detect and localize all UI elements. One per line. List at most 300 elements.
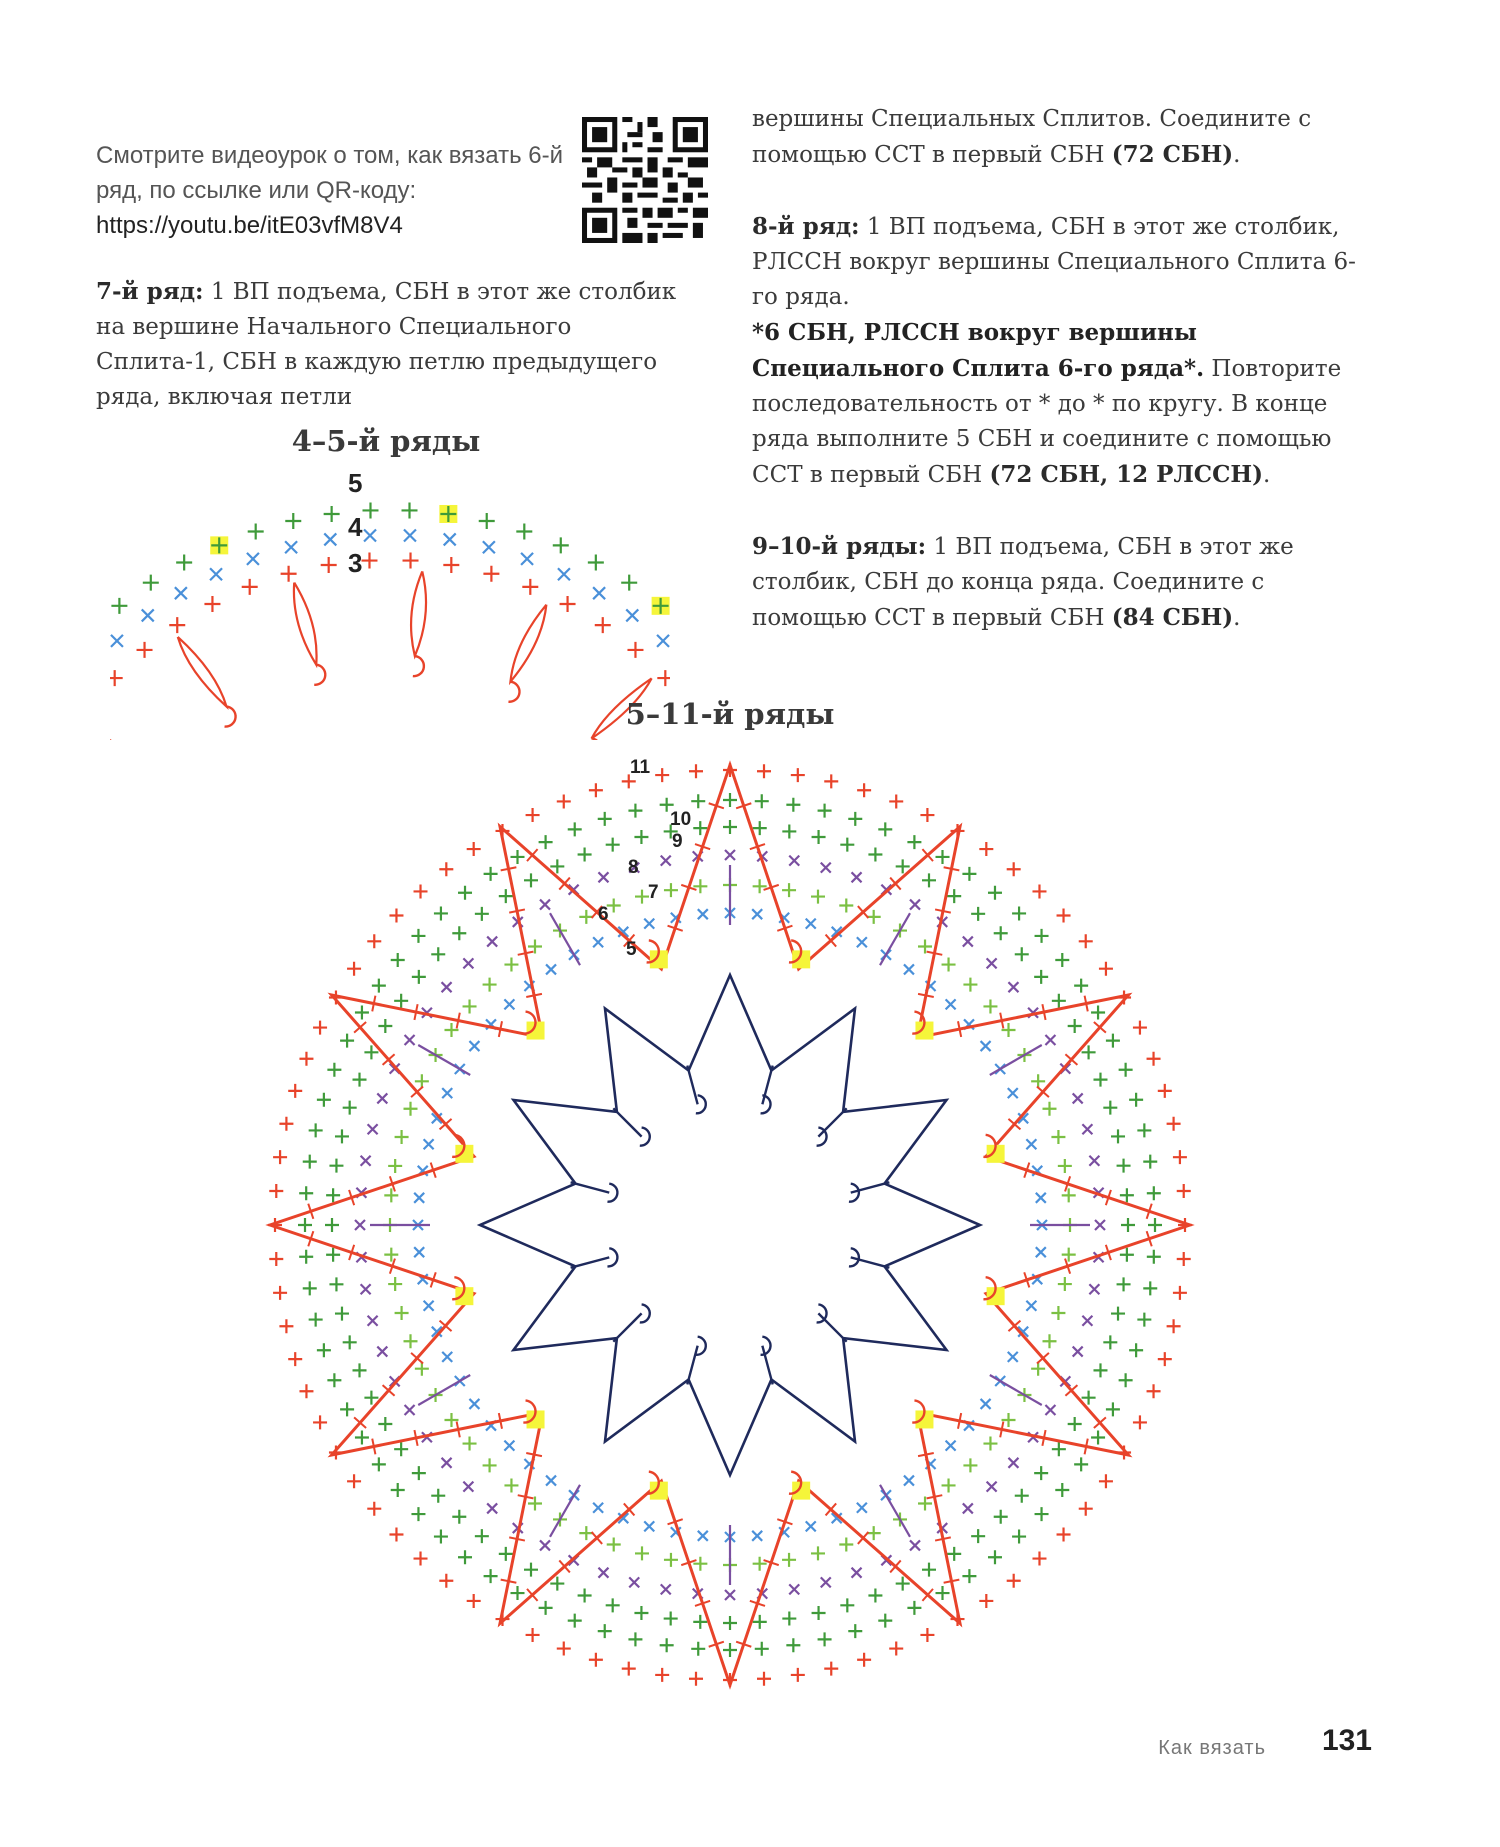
stitch-cross [111,635,123,647]
stitch-cross [368,1316,378,1326]
stitch-plus [1042,1102,1056,1116]
stitch-plus [499,889,513,903]
stitch-cross [1036,1193,1046,1203]
stitch-cross [1095,1220,1105,1230]
stitch-plus [309,1123,323,1137]
stitch-plus [1133,1415,1147,1429]
stitch-plus [557,794,571,808]
stitch-cross [963,1503,973,1513]
stitch-plus [1058,1277,1072,1291]
stitch-plus [504,1478,518,1492]
stitch-plus [415,1362,429,1376]
stitch-cross [1045,1405,1055,1415]
stitch-plus [757,764,771,778]
stitch-cross [463,1482,473,1492]
row9-10-end: . [1233,605,1241,631]
stitch-plus [1158,1352,1172,1366]
stitch-plus [1147,1250,1161,1264]
stitch-plus [378,1417,392,1431]
stitch-plus [579,910,593,924]
stitch-plus [1058,1159,1072,1173]
stitch-cross [821,1577,831,1587]
stitch-plus [660,1638,674,1652]
stitch-plus [622,1662,636,1676]
stitch-plus [313,1415,327,1429]
stitch-cross [364,529,376,541]
stitch-plus [962,1569,976,1583]
stitch-cross [487,937,497,947]
stitch-plus [355,1006,369,1020]
stitch-cross [1036,1247,1046,1257]
stitch-plus [1074,979,1088,993]
stitch-plus [635,1546,649,1560]
stitch-plus [568,822,582,836]
stitch-plus [327,1373,341,1387]
inner-splits [571,1066,890,1385]
stitch-plus [412,970,426,984]
inner-post [687,1066,697,1105]
stitch-cross [598,872,608,882]
stitch-plus [971,1529,985,1543]
chain-loop [314,665,325,685]
stitch-cross [377,1093,387,1103]
stitch-plus [285,513,301,529]
stitch-cross [442,1352,452,1362]
stitch-plus [812,1606,826,1620]
stitch-plus [269,1184,283,1198]
stitch-plus [384,1188,398,1202]
stitch-plus [378,1019,392,1033]
stitch-plus [628,804,642,818]
purple-spoke [550,913,580,965]
stitch-plus [1143,1281,1157,1295]
stitch-plus [299,1384,313,1398]
stitch-plus [279,1117,293,1131]
stitch-cross [593,587,605,599]
stitch-plus [361,553,377,569]
stitch-plus [994,926,1008,940]
stitch-plus [588,554,604,570]
stitch-plus [878,1614,892,1628]
stitch-plus [324,506,340,522]
stitch-plus [309,1313,323,1327]
split-stitch [110,728,157,740]
stitch-plus [347,1474,361,1488]
stitch-cross [598,1568,608,1578]
stitch-plus [1052,994,1066,1008]
stitch-cross [1008,1088,1018,1098]
stitch-plus [557,1642,571,1656]
stitch-plus [693,879,707,893]
stitch-plus [1034,1466,1048,1480]
stitch-plus [458,886,472,900]
stitch-cross [377,1347,387,1357]
stitch-plus [111,598,127,614]
stitch-plus [1051,1130,1065,1144]
stitch-plus [467,842,481,856]
stitch-plus [589,783,603,797]
stitch-plus [335,1307,349,1321]
stitch-cross [469,1041,479,1051]
stitch-plus [839,899,853,913]
stitch-plus [326,1188,340,1202]
stitch-plus [1093,1363,1107,1377]
row8-end: . [1263,462,1271,488]
stitch-plus [1111,1307,1125,1321]
small-row-label: 4 [348,512,363,542]
footer-section-label: Как вязать [1158,1737,1266,1759]
purple-spoke [880,913,910,965]
stitch-plus [273,1286,287,1300]
stitch-plus [753,821,767,835]
row7-count: (72 СБН) [1111,141,1234,168]
stitch-plus [812,830,826,844]
row9-10-label: 9–10-й ряды: [752,533,927,560]
stitch-plus [979,842,993,856]
stitch-plus [467,1594,481,1608]
stitch-cross [540,1540,550,1550]
stitch-plus [753,879,767,893]
stitch-plus [313,1021,327,1035]
stitch-plus [1103,1335,1117,1349]
stitch-plus [1129,1343,1143,1357]
stitch-plus [242,579,258,595]
video-url-link[interactable]: https://youtu.be/itE03vfM8V4 [96,212,403,239]
stitch-plus [516,524,532,540]
split-stitch [510,605,546,682]
stitch-plus [343,1101,357,1115]
stitch-plus [979,1594,993,1608]
stitch-cross [247,553,259,565]
large-row-label: 6 [598,904,609,925]
stitch-plus [1057,909,1071,923]
stitch-cross [404,529,416,541]
stitch-plus [404,1102,418,1116]
stitch-cross [806,919,816,929]
chain-loop [590,738,601,740]
stitch-plus [664,1612,678,1626]
stitch-cross [644,919,654,929]
stitch-plus [395,1130,409,1144]
stitch-plus [755,1642,769,1656]
row9-10-text: 1 ВП подъема, СБН в этот же столбик, СБН до конца ряда. Соедините с помощью ССТ в первый СБН [752,534,1294,631]
stitch-plus [452,1510,466,1524]
stitch-plus [689,764,703,778]
stitch-plus [317,1093,331,1107]
stitch-plus [920,808,934,822]
stitch-plus [1051,1306,1065,1320]
row7-continued-text: вершины Специальных Сплитов. Соедините с помощью ССТ в первый СБН [752,106,1312,168]
large-row-label: 10 [670,809,692,830]
stitch-cross [946,999,956,1009]
stitch-plus [439,1574,453,1588]
stitch-plus [942,1478,956,1492]
stitch-plus [753,1615,767,1629]
stitch-plus [353,1073,367,1087]
stitch-plus [367,934,381,948]
stitch-plus [273,1150,287,1164]
stitch-cross [324,533,336,545]
stitch-plus [840,1598,854,1612]
stitch-cross [442,982,452,992]
stitch-plus [1032,884,1046,898]
stitch-cross [904,964,914,974]
stitch-plus [1177,1184,1191,1198]
stitch-plus [463,1437,477,1451]
stitch-cross [1008,982,1018,992]
star-ticks [308,803,1151,1646]
stitch-cross [821,863,831,873]
stitch-plus [484,867,498,881]
stitch-plus [689,1672,703,1686]
stitch-plus [269,1252,283,1266]
large-row-label: 11 [630,757,651,778]
stitch-plus [1079,1502,1093,1516]
stitch-plus [299,1052,313,1066]
stitch-cross [521,553,533,565]
stitch-cross [1008,1458,1018,1468]
chart-large-diagram [250,755,1210,1695]
inner-post [571,1257,610,1267]
stitch-plus [1133,1021,1147,1035]
stitch-cross [483,541,495,553]
stitch-plus [1055,1483,1069,1497]
stitch-plus [753,1557,767,1571]
row8-repeat: *6 СБН, РЛССН вокруг вершины Специального Сплита 6-го ряда*. [752,319,1205,382]
stitch-plus [1099,962,1113,976]
large-ring-3 [355,850,1105,1600]
stitch-cross [981,1399,991,1409]
stitch-plus [1111,1129,1125,1143]
inner-post [613,1108,641,1136]
stitch-plus [723,1616,737,1630]
purple-spoke [880,1485,910,1537]
stitch-plus [971,907,985,921]
stitch-plus [560,596,576,612]
stitch-plus [755,794,769,808]
stitch-plus [367,1502,381,1516]
stitch-cross [963,937,973,947]
stitch-plus [1035,929,1049,943]
stitch-plus [782,824,796,838]
stitch-cross [910,900,920,910]
chain-loop [761,1337,771,1355]
stitch-plus [1034,970,1048,984]
qr-code-icon[interactable] [582,117,708,243]
stitch-plus [1177,1252,1191,1266]
stitch-plus [1007,1574,1021,1588]
row9-10-instruction [752,529,1372,636]
stitch-plus [403,553,419,569]
stitch-plus [693,1615,707,1629]
stitch-plus [1015,1489,1029,1503]
stitch-plus [1062,1248,1076,1262]
stitch-cross [424,1301,434,1311]
stitch-plus [288,1352,302,1366]
stitch-cross [175,587,187,599]
stitch-plus [839,1537,853,1551]
stitch-plus [539,835,553,849]
stitch-plus [524,873,538,887]
stitch-plus [412,1466,426,1480]
row8-label: 8-й ряд: [752,213,860,240]
stitch-plus [962,867,976,881]
stitch-plus [524,1563,538,1577]
stitch-plus [627,642,643,658]
stitch-plus [1167,1319,1181,1333]
stitch-plus [657,670,670,686]
stitch-plus [791,768,805,782]
stitch-cross [1073,1347,1083,1357]
large-ring-4 [383,878,1077,1572]
stitch-plus [483,566,499,582]
stitch-plus [878,822,892,836]
stitch-plus [568,1614,582,1628]
stitch-plus [936,850,950,864]
stitch-cross [405,1035,415,1045]
stitch-plus [848,812,862,826]
stitch-plus [1093,1073,1107,1087]
right-column [752,102,1372,672]
stitch-plus [606,838,620,852]
row9-10-count: (84 СБН) [1111,604,1234,631]
stitch-plus [1068,1019,1082,1033]
stitch-cross [540,900,550,910]
purple-spoke [418,1045,470,1075]
stitch-cross [405,1405,415,1415]
stitch-cross [1089,1284,1099,1294]
large-row-label: 9 [672,831,683,852]
stitch-plus [907,835,921,849]
stitch-plus [947,889,961,903]
stitch-plus [288,1084,302,1098]
stitch-cross [1082,1124,1092,1134]
stitch-plus [786,798,800,812]
stitch-cross [368,1124,378,1134]
chain-loop [817,1128,827,1146]
inner-post [571,1182,610,1192]
stitch-plus [988,886,1002,900]
stitch-cross [981,1041,991,1051]
inner-star-outline [480,975,980,1475]
stitch-plus [321,557,337,573]
stitch-plus [889,1642,903,1656]
stitch-plus [499,1547,513,1561]
stitch-plus [1119,1373,1133,1387]
stitch-plus [372,979,386,993]
stitch-plus [439,862,453,876]
stitch-plus [1129,1093,1143,1107]
stitch-cross [725,850,735,860]
stitch-cross [1026,1301,1036,1311]
row8-count: (72 СБН, 12 РЛССН) [989,461,1264,488]
stitch-plus [414,1552,428,1566]
stitch-cross [593,1503,603,1513]
large-row-label: 5 [626,939,637,960]
chain-loop [225,707,236,727]
stitch-plus [299,1186,313,1200]
stitch-plus [110,670,123,686]
stitch-plus [848,1624,862,1638]
stitch-plus [1091,1006,1105,1020]
stitch-plus [723,1643,737,1657]
stitch-plus [691,794,705,808]
stitch-cross [469,1399,479,1409]
stitch-plus [443,557,459,573]
stitch-plus [634,830,648,844]
stitch-plus [388,1277,402,1291]
stitch-plus [137,642,153,658]
stitch-plus [1032,1552,1046,1566]
stitch-plus [1106,1402,1120,1416]
stitch-plus [857,783,871,797]
stitch-plus [463,999,477,1013]
stitch-plus [664,883,678,897]
stitch-plus [589,1653,603,1667]
stitch-plus [1042,1334,1056,1348]
stitch-plus [384,1248,398,1262]
chain-loop [817,1304,827,1322]
large-row-label: 7 [648,882,659,903]
stitch-plus [693,821,707,835]
large-ring-2 [325,820,1135,1630]
stitch-plus [889,794,903,808]
stitch-cross [444,533,456,545]
stitch-cross [752,1531,762,1541]
stitch-plus [757,1672,771,1686]
stitch-plus [475,907,489,921]
stitch-plus [1137,1313,1151,1327]
stitch-plus [963,1458,977,1472]
stitch-plus [303,1155,317,1169]
stitch-plus [1055,953,1069,967]
stitch-plus [628,1632,642,1646]
stitch-cross [852,1568,862,1578]
split-stitch [411,571,426,656]
purple-spoke [990,1045,1042,1075]
stitch-plus [326,1248,340,1262]
stitch-plus [511,1586,525,1600]
row8-text: 1 ВП подъема, СБН в этот же столбик, РЛССН вокруг вершины Специального Сплита 6-го ряда. [752,214,1356,310]
chart-small-title: 4–5-й ряды [291,424,481,458]
inner-post [818,1108,846,1136]
small-row-label: 5 [348,470,363,498]
stitch-plus [511,850,525,864]
purple-spoke [418,1375,470,1405]
large-row-label: 8 [628,857,639,878]
stitch-plus [578,848,592,862]
stitch-plus [1007,862,1021,876]
stitch-cross [1082,1316,1092,1326]
stitch-plus [1012,906,1026,920]
stitch-cross [657,635,669,647]
stitch-cross [546,964,556,974]
stitch-plus [372,1457,386,1471]
stitch-plus [1031,1074,1045,1088]
stitch-plus [1120,1248,1134,1262]
stitch-plus [299,1250,313,1264]
stitch-plus [279,1319,293,1333]
stitch-plus [1057,1527,1071,1541]
stitch-plus [664,1553,678,1567]
stitch-cross [987,958,997,968]
stitch-cross [644,1521,654,1531]
stitch-cross [504,1441,514,1451]
stitch-plus [452,926,466,940]
stitch-plus [1158,1084,1172,1098]
chart-large-title: 5–11-й ряды [625,697,835,731]
stitch-plus [325,1218,339,1232]
